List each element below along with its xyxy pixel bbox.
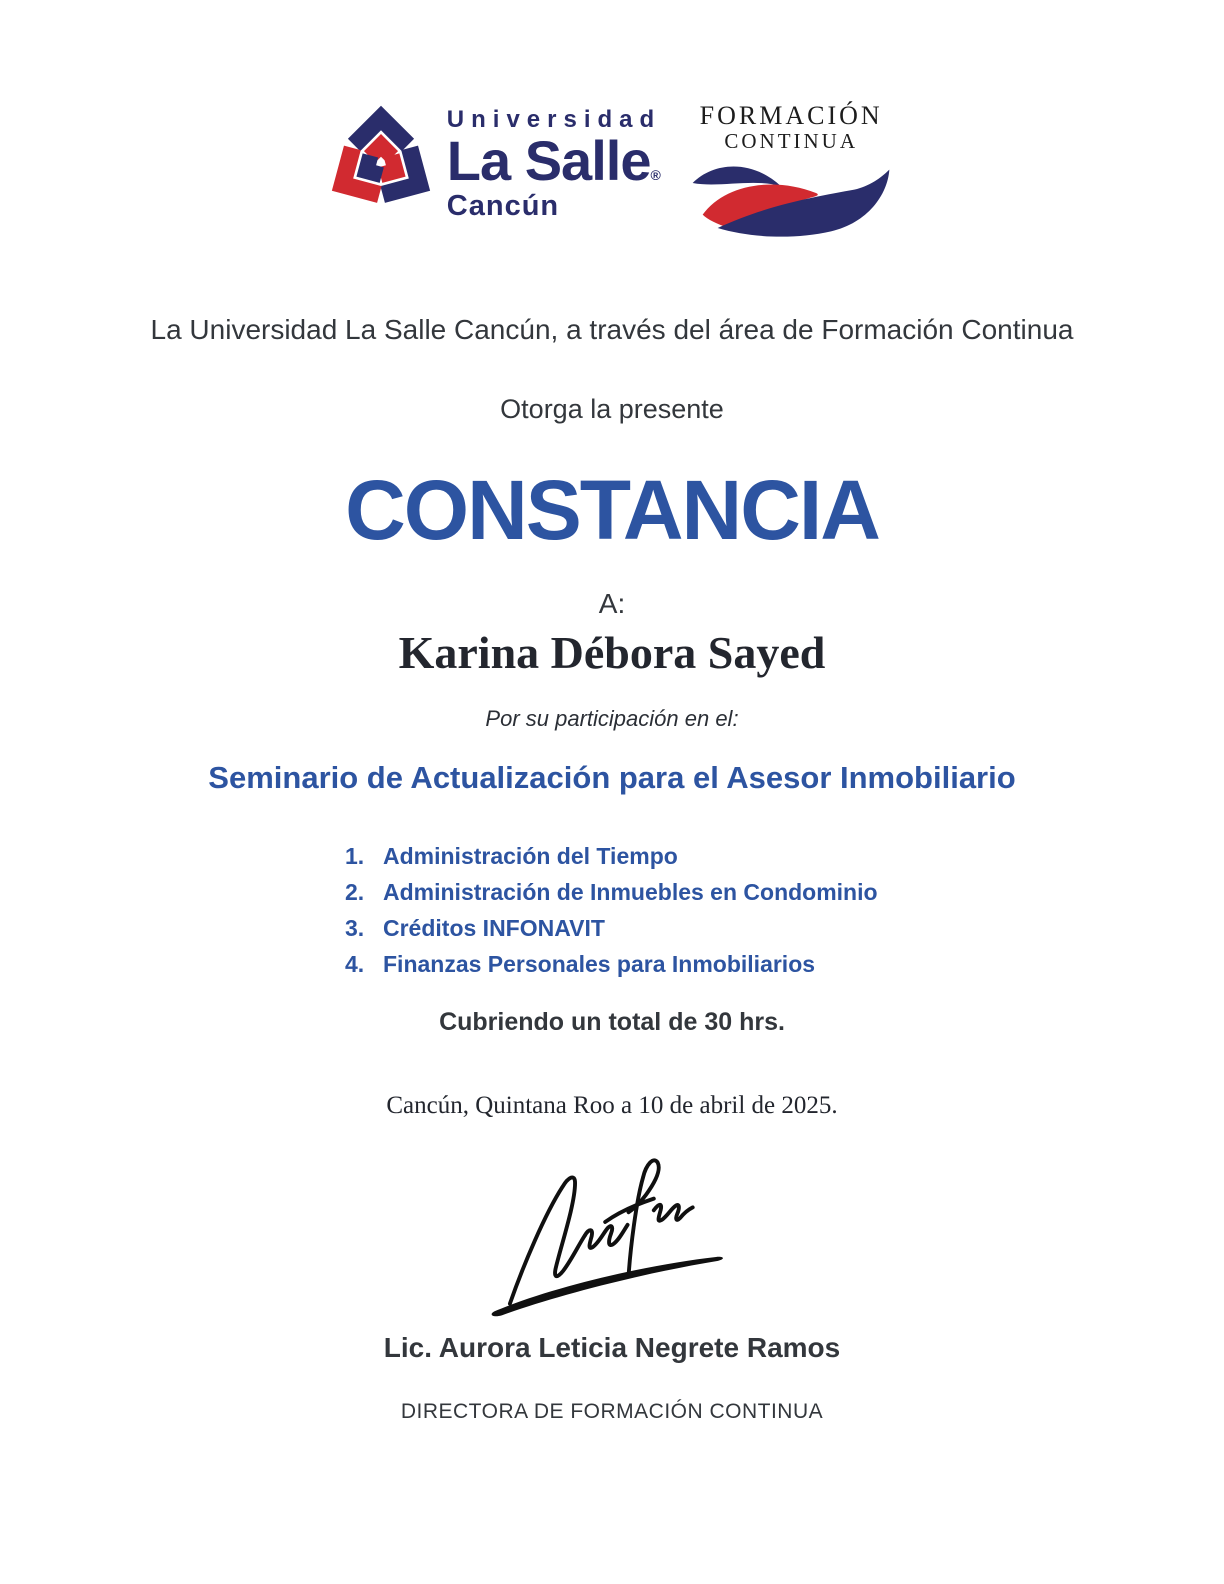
topic-label: Administración de Inmuebles en Condominio bbox=[383, 879, 878, 905]
topic-item bbox=[345, 879, 878, 915]
topic-item bbox=[345, 951, 878, 987]
topic-label: Créditos INFONAVIT bbox=[383, 915, 605, 941]
signature-block bbox=[0, 1150, 1224, 1330]
topics-list bbox=[345, 843, 878, 987]
topic-number: 4. bbox=[345, 951, 365, 977]
wordmark-cancun: Cancún bbox=[446, 189, 560, 222]
signer-name: Lic. Aurora Leticia Negrete Ramos bbox=[383, 1332, 841, 1363]
topic-number: 1. bbox=[345, 843, 365, 869]
total-hours-line: Cubriendo un total de 30 hrs. bbox=[439, 1008, 785, 1036]
formacion-wave-icon bbox=[687, 153, 895, 258]
lasalle-logo bbox=[329, 100, 661, 227]
date-place-line: Cancún, Quintana Roo a 10 de abril de 2025. bbox=[386, 1092, 838, 1119]
registered-mark: ® bbox=[650, 167, 661, 183]
seminar-title: Seminario de Actualización para el Asesor Inmobiliario bbox=[208, 760, 1016, 795]
lasalle-knot-icon bbox=[329, 100, 433, 227]
recipient-name: Karina Débora Sayed bbox=[398, 627, 826, 678]
header-logos bbox=[0, 100, 1224, 258]
grants-line: Otorga la presente bbox=[500, 394, 724, 424]
wordmark-lasalle: La Salle® bbox=[446, 129, 661, 192]
lasalle-wordmark bbox=[447, 100, 661, 223]
certificate-title: CONSTANCIA bbox=[345, 463, 879, 557]
topic-label: Administración del Tiempo bbox=[383, 843, 678, 869]
topic-number: 3. bbox=[345, 915, 365, 941]
wordmark-universidad: Universidad bbox=[446, 106, 662, 133]
participation-line: Por su participación en el: bbox=[485, 706, 739, 731]
topic-item bbox=[345, 843, 878, 879]
signer-title: DIRECTORA DE FORMACIÓN CONTINUA bbox=[400, 1400, 824, 1423]
continua-label: CONTINUA bbox=[724, 129, 859, 154]
topic-item bbox=[345, 915, 878, 951]
formacion-label: FORMACIÓN bbox=[699, 101, 883, 130]
intro-line: La Universidad La Salle Cancún, a través del área de Formación Continua bbox=[150, 314, 1074, 345]
to-label: A: bbox=[598, 588, 626, 619]
signature-scrawl-icon bbox=[477, 1150, 747, 1330]
topic-number: 2. bbox=[345, 879, 365, 905]
formacion-continua-logo bbox=[687, 102, 895, 258]
topic-label: Finanzas Personales para Inmobiliarios bbox=[383, 951, 816, 977]
